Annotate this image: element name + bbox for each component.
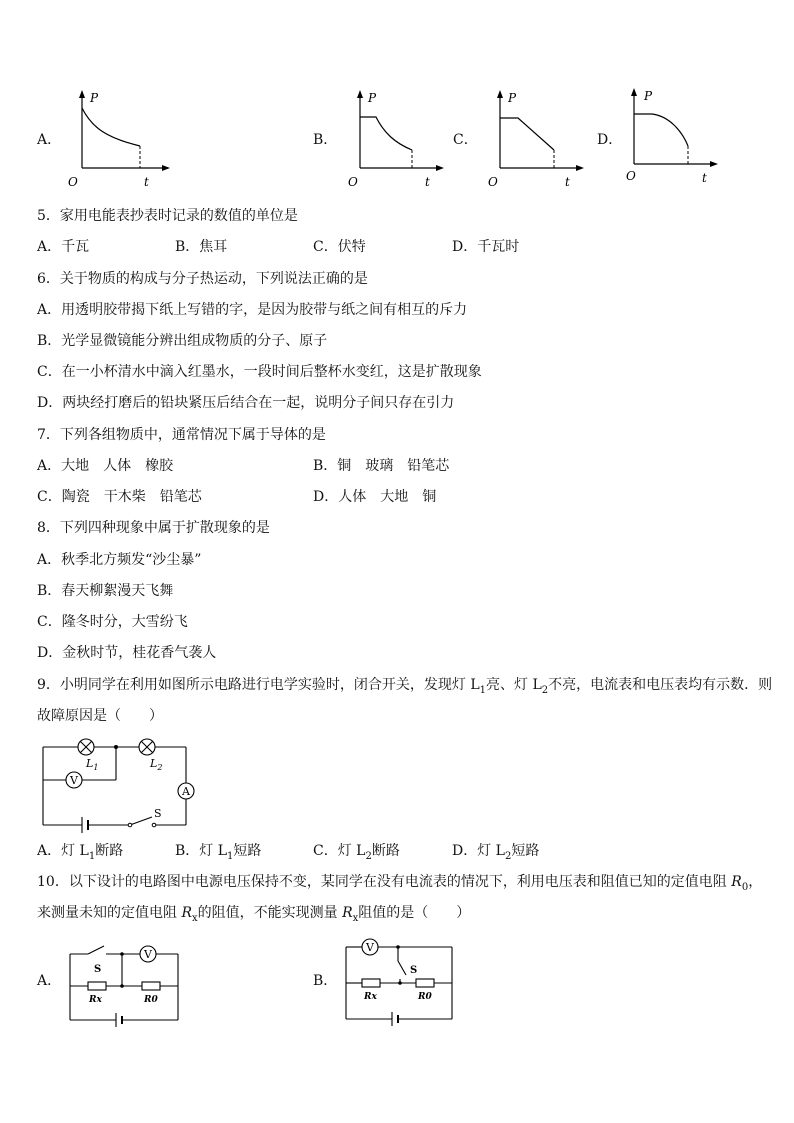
q4c-y-label: P [508,91,517,105]
q10b-voltmeter-label: V [366,941,374,954]
q4a-y-label: P [90,91,99,105]
q10-stem-line1: 10．以下设计的电路图中电源电压保持不变，某同学在没有电流表的情况下，利用电压表和阻值已知的定值电阻 $R_0$， [37,874,763,893]
q10-option-a-label[interactable]: A． [37,973,62,989]
q7-stem: 7．下列各组物质中，通常情况下属于导体的是 [37,427,326,443]
q10-option-b-label[interactable]: B． [313,973,338,989]
q10b-switch-label: S [410,965,418,976]
q6-stem: 6．关于物质的构成与分子热运动，下列说法正确的是 [37,271,368,287]
q6-option-b[interactable]: B．光学显微镜能分辨出组成物质的分子、原子 [37,333,328,349]
q4a-origin: O [68,175,78,189]
q6-option-d[interactable]: D．两块经打磨后的铅块紧压后结合在一起，说明分子间只存在引力 [37,395,455,411]
q9-lamp1-label: $L_1$ [86,757,99,772]
q4-graph-d [614,86,724,188]
q10b-rx-label: Rx [364,992,377,1002]
q4-graph-a [62,88,172,190]
q9-stem-line1: 9．小明同学在利用如图所示电路进行电学实验时，闭合开关，发现灯 $L_1$亮、灯 $L_2$不亮，电流表和电压表均有示数．则 [37,677,773,696]
q5-option-b[interactable]: B．焦耳 [175,239,228,255]
q10-circuit-a [64,940,184,1030]
q4-graph-b [340,88,450,190]
q10-stem-line2: 来测量未知的定值电阻 $R_x$的阻值，不能实现测量 $R_x$阻值的是（ ） [37,905,471,924]
q8-option-b[interactable]: B．春天柳絮漫天飞舞 [37,583,174,599]
q7-option-a[interactable]: A．大地 人体 橡胶 [37,458,174,474]
q7-option-b[interactable]: B．铜 玻璃 铅笔芯 [313,458,450,474]
q9-circuit-diagram [38,735,198,833]
q9-option-c[interactable]: C．灯 $L_2$断路 [313,843,400,862]
q4-option-b-label: B． [313,132,338,148]
q8-stem: 8．下列四种现象中属于扩散现象的是 [37,520,270,536]
q9-switch-label: S [154,807,162,820]
q9-stem-line2: 故障原因是（ ） [37,708,163,724]
q4c-origin: O [488,175,498,189]
q4-option-c-label: C． [453,132,478,148]
q10b-r0-label: R0 [418,992,432,1002]
q4a-x-label: t [144,175,149,189]
q10a-voltmeter-label: V [144,948,152,961]
q4d-y-label: P [644,89,653,103]
q9-option-a[interactable]: A．灯 $L_1$断路 [37,843,124,862]
q4d-x-label: t [702,171,707,185]
q10a-rx-label: Rx [89,995,102,1005]
q8-option-c[interactable]: C．隆冬时分，大雪纷飞 [37,614,188,630]
q9-option-b[interactable]: B．灯 $L_1$短路 [175,843,262,862]
q7-option-c[interactable]: C．陶瓷 干木柴 铅笔芯 [37,489,202,505]
q8-option-d[interactable]: D．金秋时节，桂花香气袭人 [37,645,217,661]
q9-option-d[interactable]: D．灯 $L_2$短路 [452,843,540,862]
q9-voltmeter-label: V [70,774,78,787]
q4d-origin: O [626,169,636,183]
q10-circuit-b [340,935,460,1027]
q5-stem: 5．家用电能表抄表时记录的数值的单位是 [37,208,298,224]
q4-option-d-label: D． [597,132,623,148]
q9-ammeter-label: A [182,785,190,798]
q6-option-a[interactable]: A．用透明胶带揭下纸上写错的字，是因为胶带与纸之间有相互的斥力 [37,302,468,318]
q10a-r0-label: R0 [144,995,158,1005]
q5-option-d[interactable]: D．千瓦时 [452,239,520,255]
q6-option-c[interactable]: C．在一小杯清水中滴入红墨水，一段时间后整杯水变红，这是扩散现象 [37,364,482,380]
q4-graph-c [480,88,590,190]
q5-option-c[interactable]: C．伏特 [313,239,366,255]
q4b-origin: O [348,175,358,189]
q4c-x-label: t [565,175,570,189]
q4b-y-label: P [368,91,377,105]
q9-lamp2-label: $L_2$ [150,757,163,772]
q4-option-a-label: A． [37,132,62,148]
q7-option-d[interactable]: D．人体 大地 铜 [313,489,437,505]
q10a-switch-label: S [94,964,102,975]
q5-option-a[interactable]: A．千瓦 [37,239,90,255]
q8-option-a[interactable]: A．秋季北方频发“沙尘暴” [37,552,202,568]
q4b-x-label: t [425,175,430,189]
